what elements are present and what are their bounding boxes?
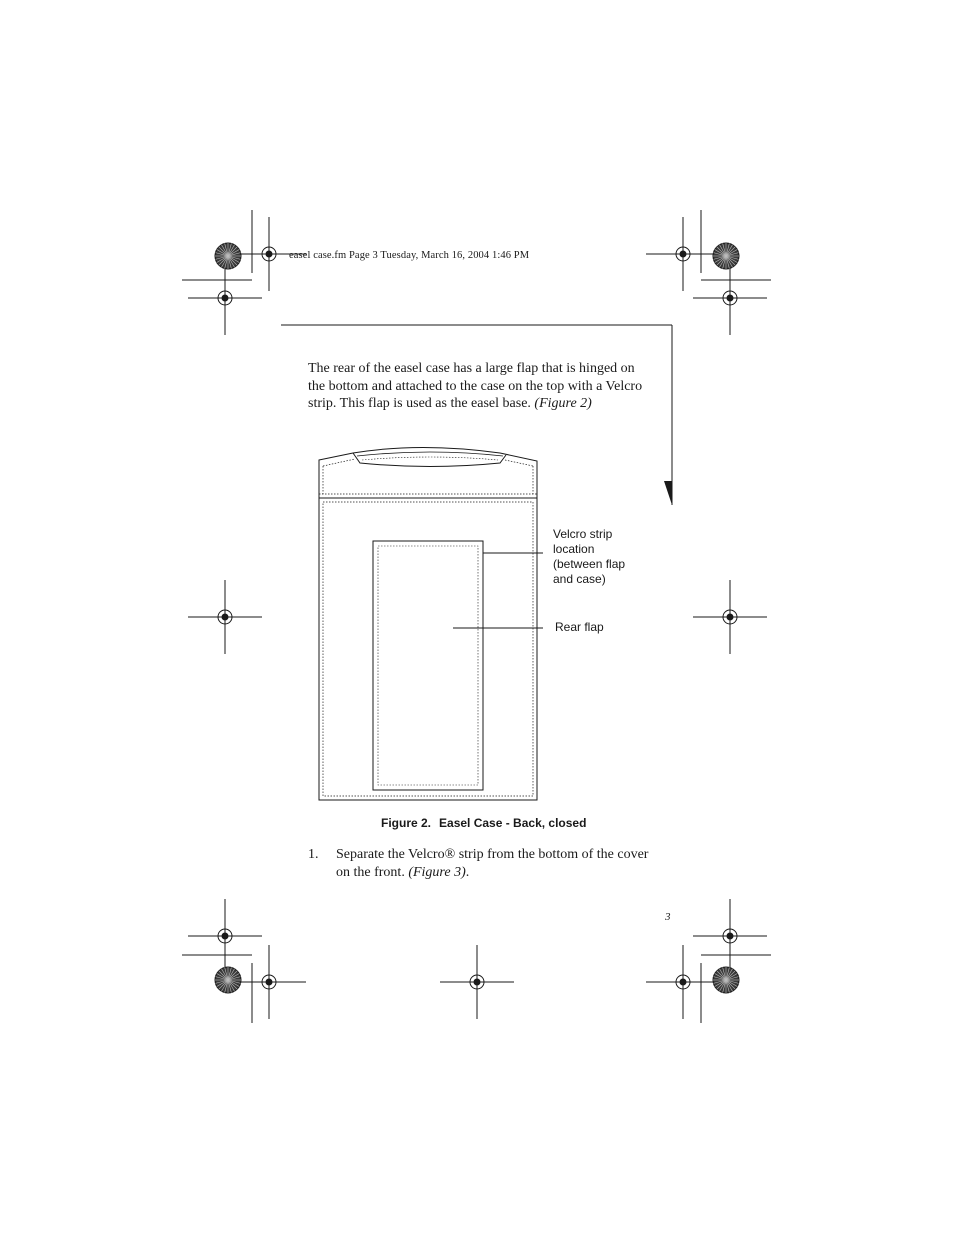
caption-number: Figure 2. <box>381 816 432 830</box>
intro-line-1: The rear of the easel case has a large flap that is hinged on <box>308 361 635 376</box>
step-1: 1. Separate the Velcro® strip from the bottom of the cover on the front. (Figure 3). <box>308 846 653 881</box>
intro-line-3: strip. This flap is used as the easel base. <box>308 396 535 411</box>
file-slug: easel case.fm Page 3 Tuesday, March 16, 2004 1:46 PM <box>289 250 530 261</box>
figure-reference: (Figure 2) <box>534 396 592 411</box>
rear-flap-callout: Rear flap <box>555 620 604 634</box>
page-number: 3 <box>665 911 671 923</box>
case-outline <box>319 448 537 801</box>
intro-line-2: the bottom and attached to the case on the top with a Velcro <box>308 378 643 394</box>
step-figure-reference: (Figure 3) <box>408 864 466 880</box>
step-line-1: Separate the Velcro® strip from the bottom of the cover <box>336 847 649 862</box>
step-line-2: on the front. <box>336 864 409 880</box>
caption-text: Easel Case - Back, closed <box>439 816 587 830</box>
velcro-strip-callout: Velcro strip location (between flap and case) <box>553 527 626 586</box>
rear-flap <box>373 541 483 790</box>
figure-caption <box>381 816 586 830</box>
step-number: 1. <box>308 847 319 862</box>
case-handle <box>353 453 506 467</box>
